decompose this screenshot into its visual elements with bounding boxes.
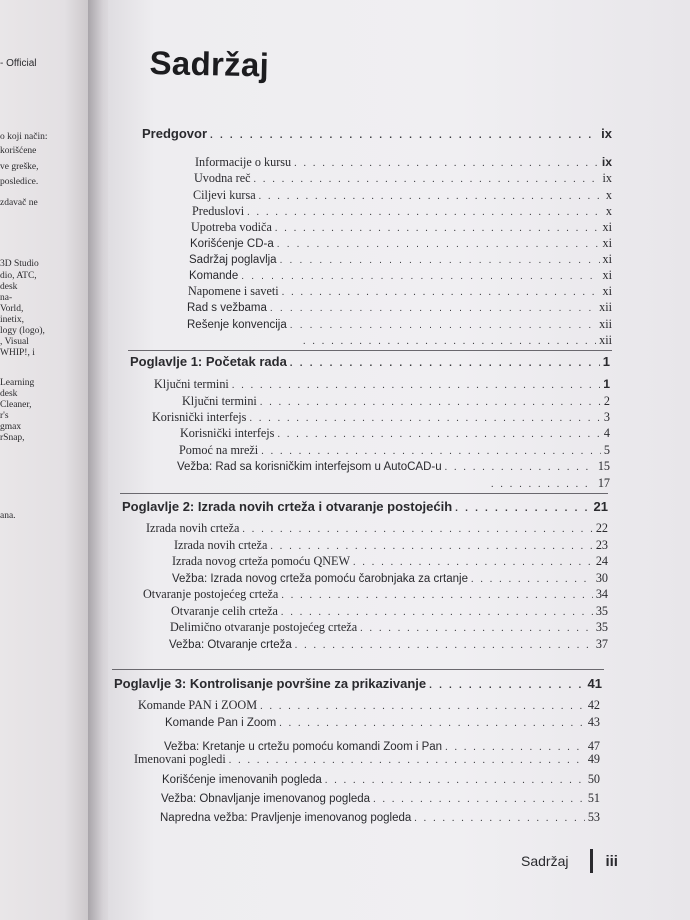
- toc-entry: [187, 317, 612, 332]
- leader-dots: [249, 413, 600, 424]
- left-page-fragment: zdavač ne: [0, 198, 38, 208]
- left-page-fragment: 3D Studio: [0, 259, 39, 269]
- toc-label: Napredna vežba: Pravljenje imenovanog pogleda: [160, 812, 412, 824]
- toc-page: 53: [587, 810, 600, 824]
- left-page-fragment: desk: [0, 282, 18, 292]
- toc-label: Napomene i saveti: [188, 284, 279, 298]
- toc-page: 49: [587, 752, 600, 766]
- left-page-fragment: ve greške,: [0, 162, 39, 172]
- leader-dots: [360, 623, 593, 634]
- toc-entry: [194, 171, 612, 186]
- left-page-fragment: inetix,: [0, 315, 25, 325]
- toc-entry: [193, 188, 612, 203]
- toc-entry: [189, 268, 612, 283]
- toc-label: Korišćenje CD-a: [190, 238, 274, 250]
- toc-label: Uvodna reč: [194, 171, 251, 185]
- left-page-fragment: o koji način:: [0, 132, 48, 142]
- toc-page: 2: [603, 394, 610, 408]
- toc-label: Komande PAN i ZOOM: [138, 698, 258, 712]
- toc-chapter-entry: [114, 676, 602, 691]
- toc-entry: [143, 587, 608, 602]
- toc-page: 22: [595, 521, 608, 535]
- left-page-fragment: rSnap,: [0, 433, 25, 443]
- toc-entry: [138, 698, 600, 713]
- toc-chapter-entry: [142, 126, 612, 141]
- toc-entry: [165, 715, 600, 730]
- toc-entry: [154, 377, 610, 392]
- leader-dots: [254, 174, 600, 185]
- toc-entry: [180, 426, 610, 441]
- toc-label: Izrada novog crteža pomoću QNEW: [172, 554, 350, 568]
- leader-dots: [259, 191, 603, 202]
- leader-dots: [260, 397, 601, 408]
- toc-page: xii: [599, 317, 612, 331]
- toc-page: xi: [602, 268, 612, 282]
- leader-dots: [294, 158, 599, 169]
- footer-section-title: Sadržaj: [521, 853, 569, 869]
- leader-dots: [303, 336, 596, 347]
- toc-entry: [160, 810, 600, 825]
- leader-dots: [373, 794, 585, 805]
- toc-page: ix: [601, 155, 612, 169]
- leader-dots: [275, 223, 600, 234]
- toc-label: Informacije o kursu: [195, 155, 292, 169]
- leader-dots: [295, 640, 593, 651]
- toc-entry: [488, 476, 610, 491]
- toc-entry: [172, 571, 608, 586]
- toc-page: xii: [599, 333, 612, 347]
- left-page-fragment: r's: [0, 411, 9, 421]
- leader-dots: [260, 701, 585, 712]
- toc-entry: [188, 284, 612, 299]
- leader-dots: [491, 479, 595, 490]
- toc-page: 1: [603, 377, 610, 391]
- toc-label: Korisnički interfejs: [152, 410, 247, 424]
- leader-dots: [281, 590, 592, 601]
- leader-dots: [277, 239, 600, 250]
- toc-page: 50: [587, 772, 600, 786]
- leader-dots: [290, 320, 596, 331]
- toc-label: Izrada novih crteža: [174, 538, 268, 552]
- toc-label: Preduslovi: [192, 204, 245, 218]
- toc-page: 43: [587, 715, 600, 729]
- toc-page: 5: [603, 443, 610, 457]
- toc-entry: [187, 300, 612, 315]
- toc-page: 24: [595, 554, 608, 568]
- left-page-fragment: - Official: [0, 58, 37, 69]
- leader-dots: [247, 207, 603, 218]
- leader-dots: [261, 446, 601, 457]
- left-page-fragment: na-: [0, 293, 13, 303]
- left-page-fragment: Cleaner,: [0, 400, 32, 410]
- toc-entry: [170, 620, 608, 635]
- leader-dots: [210, 130, 598, 141]
- toc-label: Poglavlje 2: Izrada novih crteža i otvaranje postojećih: [122, 499, 453, 514]
- toc-label: Ključni termini: [154, 377, 229, 391]
- toc-entry: [300, 333, 612, 348]
- chapter-rule: [120, 493, 608, 494]
- left-page-fragment: Learning: [0, 378, 35, 388]
- toc-label: Vežba: Kretanje u crtežu pomoću komandi Zoom i Pan: [164, 741, 443, 753]
- toc-entry: [189, 252, 612, 267]
- left-page-fragment: Vorld,: [0, 304, 24, 314]
- toc-page: ix: [602, 171, 612, 185]
- toc-page: 23: [595, 538, 608, 552]
- left-page-fragment: ana.: [0, 511, 16, 521]
- toc-label: Predgovor: [142, 126, 208, 141]
- toc-page: 51: [587, 791, 600, 805]
- toc-label: Otvaranje celih crteža: [171, 604, 278, 618]
- toc-label: Komande Pan i Zoom: [165, 717, 277, 729]
- leader-dots: [279, 718, 585, 729]
- toc-page: 47: [587, 739, 600, 753]
- page-title: Sadržaj: [149, 44, 270, 84]
- toc-label: Vežba: Izrada novog crteža pomoću čarobnjaka za crtanje: [172, 573, 468, 585]
- toc-page: ix: [601, 126, 612, 141]
- toc-label: Ciljevi kursa: [193, 188, 256, 202]
- toc-entry: [171, 604, 608, 619]
- toc-page: 3: [603, 410, 610, 424]
- toc-entry: [134, 752, 600, 767]
- left-page-fragment: posledice.: [0, 177, 39, 187]
- toc-page: 41: [587, 676, 602, 691]
- toc-label: Upotreba vodiča: [191, 220, 272, 234]
- leader-dots: [282, 287, 600, 298]
- chapter-rule: [112, 669, 604, 670]
- leader-dots: [290, 358, 600, 369]
- toc-label: Vežba: Obnavljanje imenovanog pogleda: [161, 793, 371, 805]
- toc-page: 35: [595, 604, 608, 618]
- leader-dots: [471, 574, 593, 585]
- toc-page: 42: [587, 698, 600, 712]
- left-page-fragment: logy (logo),: [0, 326, 45, 336]
- toc-label: Korišćenje imenovanih pogleda: [162, 774, 322, 786]
- toc-page: 17: [597, 476, 610, 490]
- toc-label: Vežba: Otvaranje crteža: [169, 639, 292, 651]
- toc-entry: [172, 554, 608, 569]
- page-number: iii: [605, 852, 618, 870]
- toc-entry: [177, 459, 610, 474]
- toc-entry: [182, 394, 610, 409]
- toc-chapter-entry: [122, 499, 608, 514]
- leader-dots: [270, 541, 592, 552]
- toc-entry: [152, 410, 610, 425]
- toc-label: Sadržaj poglavlja: [189, 254, 277, 266]
- toc-chapter-entry: [130, 354, 610, 369]
- toc-entry: [195, 155, 612, 170]
- toc-page: 1: [602, 354, 610, 369]
- toc-label: Poglavlje 1: Početak rada: [130, 354, 287, 369]
- toc-page: x: [605, 204, 612, 218]
- toc-entry: [174, 538, 608, 553]
- toc-page: xi: [602, 236, 612, 250]
- toc-entry: [162, 772, 600, 787]
- toc-label: Imenovani pogledi: [134, 752, 226, 766]
- toc-page: xi: [602, 252, 612, 266]
- toc-page: xi: [602, 220, 612, 234]
- toc-label: Otvaranje postojećeg crteža: [143, 587, 279, 601]
- toc-entry: [146, 521, 608, 536]
- toc-entry: [161, 791, 600, 806]
- left-page-fragment: korišćene: [0, 146, 37, 156]
- left-page-fragment: dio, ATC,: [0, 271, 37, 281]
- toc-label: Korisnički interfejs: [180, 426, 275, 440]
- leader-dots: [445, 462, 595, 473]
- leader-dots: [277, 429, 600, 440]
- leader-dots: [270, 303, 596, 314]
- left-page-fragment: desk: [0, 389, 18, 399]
- footer-divider: [590, 849, 593, 873]
- toc-label: Poglavlje 3: Kontrolisanje površine za prikazivanje: [114, 676, 427, 691]
- toc-label: Komande: [189, 270, 239, 282]
- left-page-fragment: WHIP!, i: [0, 348, 35, 358]
- toc-label: Pomoć na mreži: [179, 443, 259, 457]
- toc-label: Vežba: Rad sa korisničkim interfejsom u AutoCAD-u: [177, 461, 442, 473]
- toc-page: x: [605, 188, 612, 202]
- toc-label: Izrada novih crteža: [146, 521, 240, 535]
- left-page-fragment: , Visual: [0, 337, 29, 347]
- toc-label: Ključni termini: [182, 394, 257, 408]
- toc-page: 34: [595, 587, 608, 601]
- leader-dots: [414, 813, 585, 824]
- toc-page: xi: [602, 284, 612, 298]
- chapter-rule: [128, 350, 612, 351]
- leader-dots: [455, 503, 590, 514]
- leader-dots: [229, 755, 585, 766]
- page-footer: [521, 849, 618, 873]
- leader-dots: [241, 271, 599, 282]
- leader-dots: [280, 255, 600, 266]
- toc-entry: [179, 443, 610, 458]
- leader-dots: [429, 680, 584, 691]
- leader-dots: [242, 524, 592, 535]
- toc-page: 30: [595, 571, 608, 585]
- toc-entry: [190, 236, 612, 251]
- toc-page: 37: [595, 637, 608, 651]
- toc-label: Rešenje konvencija: [187, 319, 287, 331]
- leader-dots: [325, 775, 585, 786]
- toc-page: xii: [599, 300, 612, 314]
- toc-label: Rad s vežbama: [187, 302, 267, 314]
- toc-entry: [192, 204, 612, 219]
- toc-page: 4: [603, 426, 610, 440]
- leader-dots: [232, 380, 600, 391]
- left-page-fragment: gmax: [0, 422, 22, 432]
- toc-entry: [191, 220, 612, 235]
- leader-dots: [353, 557, 593, 568]
- toc-page: 21: [593, 499, 608, 514]
- toc-page: 15: [597, 459, 610, 473]
- leader-dots: [281, 607, 593, 618]
- toc-label: Delimično otvaranje postojećeg crteža: [170, 620, 358, 634]
- toc-page: 35: [595, 620, 608, 634]
- toc-entry: [169, 637, 608, 652]
